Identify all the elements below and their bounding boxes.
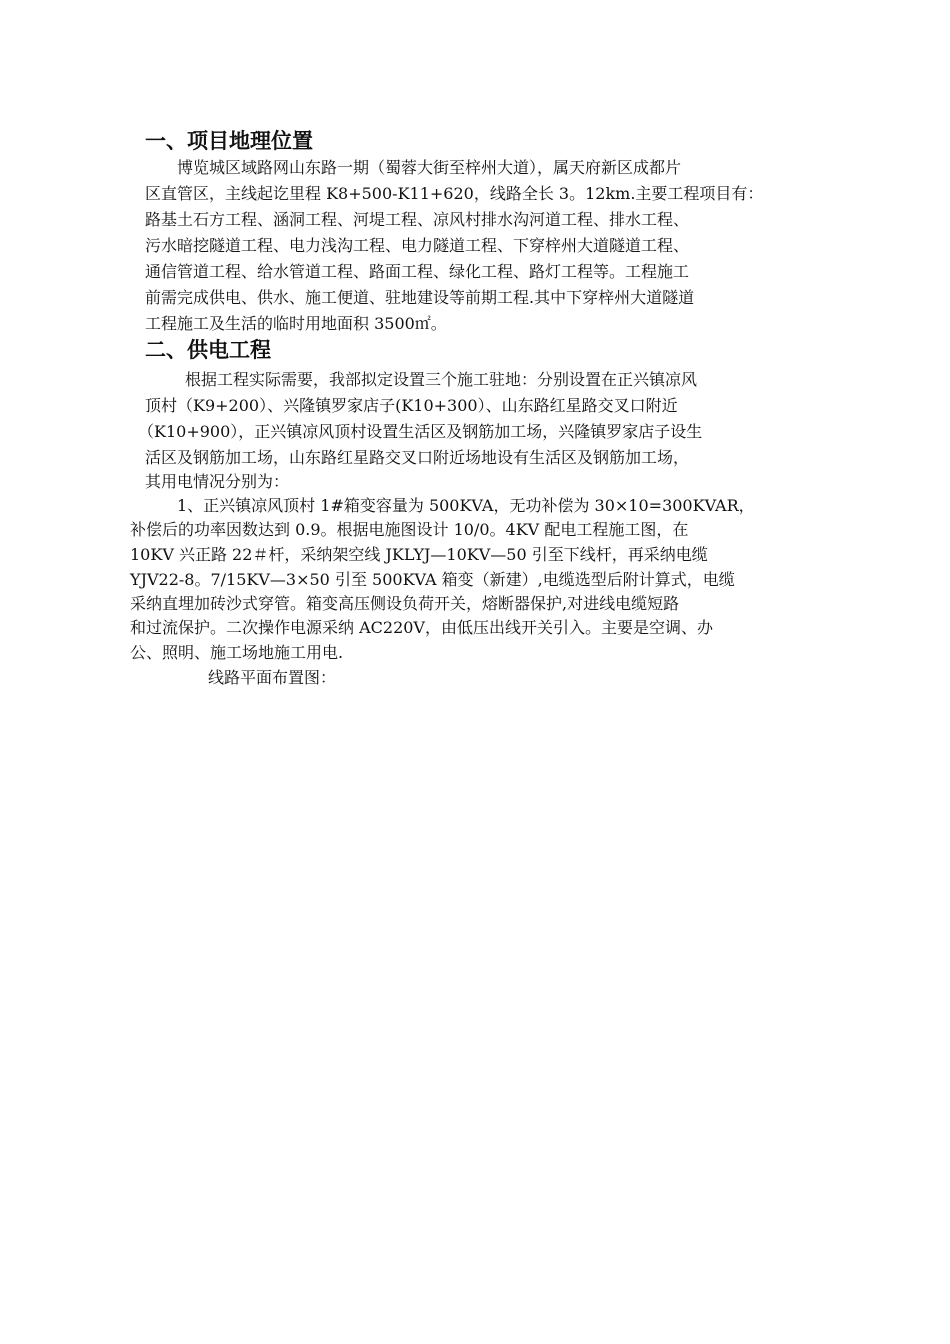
- paragraph-line: 通信管道工程、给水管道工程、路面工程、绿化工程、路灯工程等。工程施工: [145, 262, 690, 281]
- paragraph-line: YJV22-8。7/15KV—3×50 引至 500KVA 箱变（新建）,电缆选型后附计算式，电缆: [130, 570, 735, 589]
- paragraph-line: 10KV 兴正路 22＃杆，采纳架空线 JKLYJ—10KV—50 引至下线杆，再采纳电缆: [130, 545, 708, 564]
- paragraph-line: 工程施工及生活的临时用地面积 3500㎡。: [145, 314, 447, 333]
- paragraph-line: （K10+900），正兴镇凉风顶村设置生活区及钢筋加工场，兴隆镇罗家店子设生: [138, 422, 703, 441]
- paragraph-line: 博览城区域路网山东路一期（蜀蓉大街至梓州大道），属天府新区成都片: [177, 158, 682, 177]
- paragraph-line: 根据工程实际需要，我部拟定设置三个施工驻地：分别设置在正兴镇凉风: [185, 370, 698, 389]
- section-2-title: 二、供电工程: [145, 338, 271, 362]
- paragraph-line: 采纳直埋加砖沙式穿管。箱变高压侧设负荷开关，熔断器保护,对进线电缆短路: [130, 594, 680, 613]
- paragraph-line: 顶村（K9+200）、兴隆镇罗家店子(K10+300）、山东路红星路交叉口附近: [145, 396, 678, 415]
- paragraph-line: 污水暗挖隧道工程、电力浅沟工程、电力隧道工程、下穿梓州大道隧道工程、: [145, 236, 690, 255]
- paragraph-line: 路基土石方工程、涵洞工程、河堤工程、凉风村排水沟河道工程、排水工程、: [145, 210, 690, 229]
- layout-diagram-caption: 线路平面布置图：: [208, 668, 337, 687]
- paragraph-line: 前需完成供电、供水、施工便道、驻地建设等前期工程.其中下穿梓州大道隧道: [145, 288, 695, 307]
- paragraph-line: 补偿后的功率因数达到 0.9。根据电施图设计 10/0。4KV 配电工程施工图，在: [130, 520, 689, 539]
- section-1-title: 一、项目地理位置: [145, 129, 313, 153]
- paragraph-line: 和过流保护。二次操作电源采纳 AC220V，由低压出线开关引入。主要是空调、办: [130, 618, 713, 637]
- paragraph-line: 其用电情况分别为：: [145, 472, 290, 491]
- paragraph-line: 区直管区，主线起讫里程 K8+500-K11+620，线路全长 3。12km.主要工程项目有：: [145, 184, 764, 203]
- paragraph-line: 公、照明、施工场地施工用电.: [130, 643, 344, 662]
- paragraph-line: 1、正兴镇凉风顶村 1#箱变容量为 500KVA，无功补偿为 30×10=300KVAR，: [177, 496, 755, 515]
- paragraph-line: 活区及钢筋加工场，山东路红星路交叉口附近场地设有生活区及钢筋加工场，: [145, 448, 690, 467]
